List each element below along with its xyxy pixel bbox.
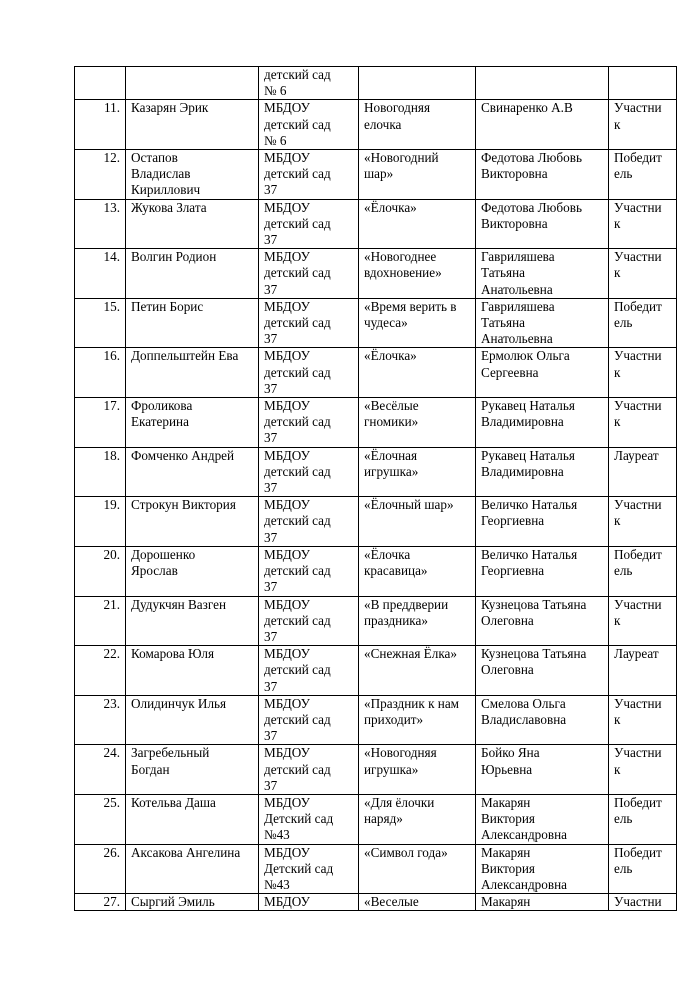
teacher-name-cell: Гавриляшева Татьяна Анатольевна bbox=[476, 249, 609, 299]
row-number-cell: 16. bbox=[75, 348, 126, 398]
institution-cell: МБДОУ Детский сад №43 bbox=[259, 794, 359, 844]
teacher-name-cell: Кузнецова Татьяна Олеговна bbox=[476, 596, 609, 646]
result-cell: Участни к bbox=[609, 398, 677, 448]
table-row bbox=[75, 596, 677, 646]
teacher-name-cell: Величко Наталья Георгиевна bbox=[476, 546, 609, 596]
participant-name-cell: Дудукчян Вазген bbox=[126, 596, 259, 646]
participant-name-cell: Фроликова Екатерина bbox=[126, 398, 259, 448]
work-title-cell: «Весёлые гномики» bbox=[359, 398, 476, 448]
work-title-cell: «Снежная Ёлка» bbox=[359, 646, 476, 696]
participant-name-cell: Аксакова Ангелина bbox=[126, 844, 259, 894]
result-cell: Победит ель bbox=[609, 844, 677, 894]
table-row bbox=[75, 249, 677, 299]
work-title-cell: «Новогодний шар» bbox=[359, 150, 476, 200]
row-number-cell: 24. bbox=[75, 745, 126, 795]
participant-name-cell bbox=[126, 67, 259, 100]
teacher-name-cell: Макарян Виктория Александровна bbox=[476, 794, 609, 844]
work-title-cell: «Символ года» bbox=[359, 844, 476, 894]
work-title-cell: «Ёлочка» bbox=[359, 348, 476, 398]
participant-name-cell: Остапов Владислав Кириллович bbox=[126, 150, 259, 200]
row-number-cell: 21. bbox=[75, 596, 126, 646]
institution-cell: МБДОУ детский сад 37 bbox=[259, 249, 359, 299]
result-cell: Победит ель bbox=[609, 794, 677, 844]
institution-cell: МБДОУ детский сад 37 bbox=[259, 546, 359, 596]
participant-name-cell: Строкун Виктория bbox=[126, 497, 259, 547]
teacher-name-cell: Федотова Любовь Викторовна bbox=[476, 150, 609, 200]
result-cell: Лауреат bbox=[609, 447, 677, 497]
table-row bbox=[75, 348, 677, 398]
table-row bbox=[75, 447, 677, 497]
participant-name-cell: Загребельный Богдан bbox=[126, 745, 259, 795]
participant-name-cell: Петин Борис bbox=[126, 298, 259, 348]
participants-table-body bbox=[75, 67, 677, 911]
result-cell: Участни bbox=[609, 894, 677, 911]
row-number-cell: 23. bbox=[75, 695, 126, 745]
institution-cell: МБДОУ детский сад 37 bbox=[259, 298, 359, 348]
teacher-name-cell bbox=[476, 67, 609, 100]
institution-cell: МБДОУ детский сад 37 bbox=[259, 398, 359, 448]
table-row bbox=[75, 398, 677, 448]
table-row bbox=[75, 298, 677, 348]
table-row bbox=[75, 199, 677, 249]
result-cell: Победит ель bbox=[609, 546, 677, 596]
institution-cell: МБДОУ детский сад 37 bbox=[259, 497, 359, 547]
table-row bbox=[75, 745, 677, 795]
institution-cell: МБДОУ детский сад 37 bbox=[259, 695, 359, 745]
participant-name-cell: Сыргий Эмиль bbox=[126, 894, 259, 911]
teacher-name-cell: Свинаренко А.В bbox=[476, 100, 609, 150]
teacher-name-cell: Макарян bbox=[476, 894, 609, 911]
row-number-cell bbox=[75, 67, 126, 100]
institution-cell: МБДОУ Детский сад №43 bbox=[259, 844, 359, 894]
work-title-cell: «Ёлочная игрушка» bbox=[359, 447, 476, 497]
institution-cell: МБДОУ детский сад 37 bbox=[259, 745, 359, 795]
row-number-cell: 27. bbox=[75, 894, 126, 911]
row-number-cell: 25. bbox=[75, 794, 126, 844]
institution-cell: МБДОУ детский сад 37 bbox=[259, 199, 359, 249]
result-cell: Участни к bbox=[609, 497, 677, 547]
teacher-name-cell: Гавриляшева Татьяна Анатольевна bbox=[476, 298, 609, 348]
table-row bbox=[75, 100, 677, 150]
teacher-name-cell: Смелова Ольга Владиславовна bbox=[476, 695, 609, 745]
result-cell: Участни к bbox=[609, 348, 677, 398]
table-row bbox=[75, 794, 677, 844]
result-cell bbox=[609, 67, 677, 100]
institution-cell: МБДОУ детский сад № 6 bbox=[259, 100, 359, 150]
work-title-cell: «Новогоднее вдохновение» bbox=[359, 249, 476, 299]
teacher-name-cell: Кузнецова Татьяна Олеговна bbox=[476, 646, 609, 696]
participants-table bbox=[74, 66, 677, 911]
teacher-name-cell: Бойко Яна Юрьевна bbox=[476, 745, 609, 795]
result-cell: Участни к bbox=[609, 199, 677, 249]
participant-name-cell: Дорошенко Ярослав bbox=[126, 546, 259, 596]
work-title-cell: «Праздник к нам приходит» bbox=[359, 695, 476, 745]
row-number-cell: 13. bbox=[75, 199, 126, 249]
teacher-name-cell: Рукавец Наталья Владимировна bbox=[476, 398, 609, 448]
row-number-cell: 14. bbox=[75, 249, 126, 299]
result-cell: Участни к bbox=[609, 745, 677, 795]
work-title-cell: «В преддверии праздника» bbox=[359, 596, 476, 646]
table-row bbox=[75, 150, 677, 200]
institution-cell: МБДОУ детский сад 37 bbox=[259, 447, 359, 497]
work-title-cell: «Новогодняя игрушка» bbox=[359, 745, 476, 795]
participant-name-cell: Олидинчук Илья bbox=[126, 695, 259, 745]
work-title-cell: «Для ёлочки наряд» bbox=[359, 794, 476, 844]
work-title-cell: Новогодняя елочка bbox=[359, 100, 476, 150]
institution-cell: МБДОУ bbox=[259, 894, 359, 911]
result-cell: Участни к bbox=[609, 249, 677, 299]
row-number-cell: 22. bbox=[75, 646, 126, 696]
participant-name-cell: Фомченко Андрей bbox=[126, 447, 259, 497]
participant-name-cell: Жукова Злата bbox=[126, 199, 259, 249]
institution-cell: МБДОУ детский сад 37 bbox=[259, 348, 359, 398]
work-title-cell: «Ёлочный шар» bbox=[359, 497, 476, 547]
table-row bbox=[75, 844, 677, 894]
row-number-cell: 15. bbox=[75, 298, 126, 348]
participant-name-cell: Доппельштейн Ева bbox=[126, 348, 259, 398]
participant-name-cell: Котельва Даша bbox=[126, 794, 259, 844]
table-row bbox=[75, 546, 677, 596]
teacher-name-cell: Рукавец Наталья Владимировна bbox=[476, 447, 609, 497]
row-number-cell: 12. bbox=[75, 150, 126, 200]
row-number-cell: 17. bbox=[75, 398, 126, 448]
table-row bbox=[75, 894, 677, 911]
participant-name-cell: Волгин Родион bbox=[126, 249, 259, 299]
row-number-cell: 19. bbox=[75, 497, 126, 547]
work-title-cell: «Время верить в чудеса» bbox=[359, 298, 476, 348]
table-row bbox=[75, 695, 677, 745]
table-row bbox=[75, 646, 677, 696]
result-cell: Участни к bbox=[609, 596, 677, 646]
result-cell: Победит ель bbox=[609, 298, 677, 348]
teacher-name-cell: Макарян Виктория Александровна bbox=[476, 844, 609, 894]
row-number-cell: 20. bbox=[75, 546, 126, 596]
teacher-name-cell: Федотова Любовь Викторовна bbox=[476, 199, 609, 249]
result-cell: Победит ель bbox=[609, 150, 677, 200]
result-cell: Лауреат bbox=[609, 646, 677, 696]
participant-name-cell: Казарян Эрик bbox=[126, 100, 259, 150]
result-cell: Участни к bbox=[609, 695, 677, 745]
institution-cell: детский сад № 6 bbox=[259, 67, 359, 100]
work-title-cell: «Ёлочка красавица» bbox=[359, 546, 476, 596]
table-row bbox=[75, 497, 677, 547]
result-cell: Участни к bbox=[609, 100, 677, 150]
row-number-cell: 11. bbox=[75, 100, 126, 150]
teacher-name-cell: Ермолюк Ольга Сергеевна bbox=[476, 348, 609, 398]
work-title-cell: «Ёлочка» bbox=[359, 199, 476, 249]
row-number-cell: 26. bbox=[75, 844, 126, 894]
work-title-cell bbox=[359, 67, 476, 100]
table-row bbox=[75, 67, 677, 100]
teacher-name-cell: Величко Наталья Георгиевна bbox=[476, 497, 609, 547]
institution-cell: МБДОУ детский сад 37 bbox=[259, 646, 359, 696]
institution-cell: МБДОУ детский сад 37 bbox=[259, 150, 359, 200]
participant-name-cell: Комарова Юля bbox=[126, 646, 259, 696]
work-title-cell: «Веселые bbox=[359, 894, 476, 911]
institution-cell: МБДОУ детский сад 37 bbox=[259, 596, 359, 646]
row-number-cell: 18. bbox=[75, 447, 126, 497]
